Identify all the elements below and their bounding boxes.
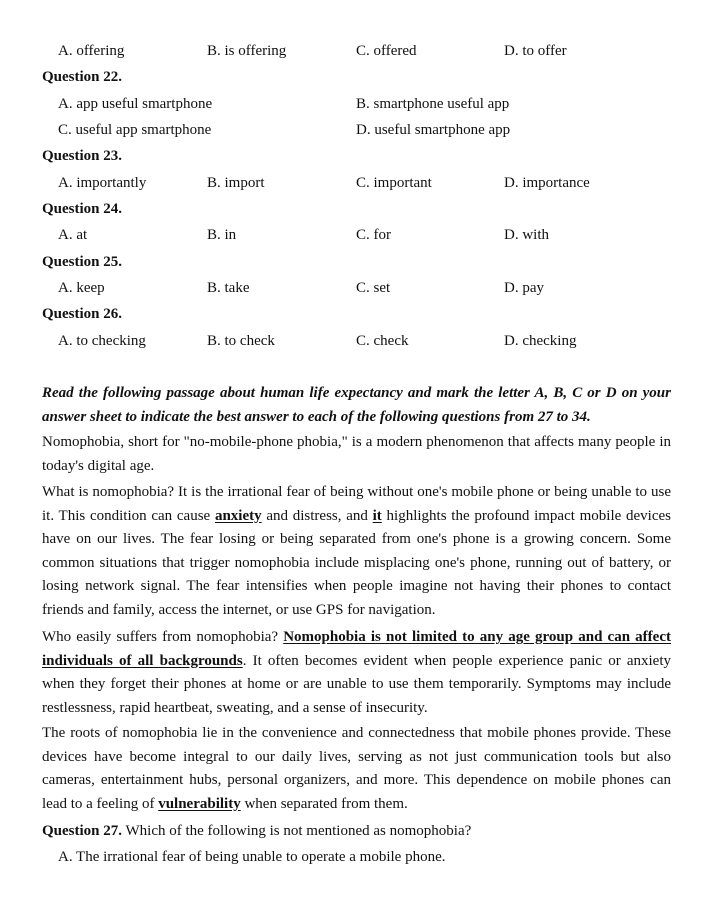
p3-text-2: . It often becomes evident when people experience panic or anxiety when they forget their phones at home or are unable to use them temporarily. Symptoms may include restlessness, rapid heartbeat, sweating, and a sense of insecurity.: [42, 652, 671, 716]
q21-options: [0, 40, 714, 62]
p2-text-1: What is nomophobia? It is the irrational fear of being without one's mobile phone or being unable to use it. This condition can cause: [42, 484, 671, 524]
q26-option-b[interactable]: B. to check: [207, 333, 275, 349]
q22-heading-row: [0, 66, 714, 88]
q26-option-c[interactable]: C. check: [356, 333, 409, 349]
q26-heading-row: [0, 303, 714, 325]
q25-option-a[interactable]: A. keep: [58, 280, 105, 296]
p2-text-2: and distress, and: [261, 507, 373, 524]
passage-paragraph-3: [42, 626, 671, 720]
q21-option-d[interactable]: D. to offer: [504, 43, 567, 59]
q21-option-b[interactable]: B. is offering: [207, 43, 287, 59]
q25-option-d[interactable]: D. pay: [504, 280, 544, 296]
q25-heading-row: [0, 251, 714, 273]
passage-paragraph-2: [42, 481, 671, 623]
q26-option-a[interactable]: A. to checking: [58, 333, 146, 349]
p4-text-1: The roots of nomophobia lie in the convenience and connectedness that mobile phones provide. These devices have become integral to our daily lives, serving as not just communication tools but also cameras, entertainment hubs, personal organizers, and more. This dependence on mobile phones can lead to a feeling of: [42, 725, 671, 812]
q22-option-a[interactable]: A. app useful smartphone: [58, 96, 213, 112]
q22-options-row2: [0, 119, 714, 141]
q25-options: [0, 277, 714, 299]
underlined-word-anxiety: anxiety: [214, 507, 262, 524]
q23-option-c[interactable]: C. important: [356, 175, 432, 191]
q22-title: Question 22.: [42, 69, 123, 85]
q24-heading-row: [0, 198, 714, 220]
q27-option-a[interactable]: A. The irrational fear of being unable to operate a mobile phone.: [58, 849, 446, 865]
q27-question: [42, 820, 471, 842]
q22-option-c[interactable]: C. useful app smartphone: [58, 122, 212, 138]
reading-instruction: Read the following passage about human life expectancy and mark the letter A, B, C or D on your answer sheet to indicate the best answer to each of the following questions from 27 to 34.: [42, 385, 671, 425]
q22-option-d[interactable]: D. useful smartphone app: [356, 122, 511, 138]
q27-options: [0, 846, 714, 868]
q27-title: Question 27.: [42, 823, 123, 839]
q26-title: Question 26.: [42, 306, 123, 322]
q24-option-d[interactable]: D. with: [504, 227, 549, 243]
q26-option-d[interactable]: D. checking: [504, 333, 577, 349]
q23-option-a[interactable]: A. importantly: [58, 175, 147, 191]
q23-option-b[interactable]: B. import: [207, 175, 265, 191]
p3-text-1: Who easily suffers from nomophobia?: [42, 629, 284, 645]
q23-options: [0, 172, 714, 194]
underlined-sentence-nomophobia: Nomophobia is not limited to any age group and can affect individuals of all backgrounds: [42, 629, 671, 669]
passage-paragraph-1: Nomophobia, short for "no-mobile-phone phobia," is a modern phenomenon that affects many people in today's digital age.: [42, 434, 671, 474]
underlined-word-vulnerability: vulnerability: [158, 795, 241, 812]
q24-option-a[interactable]: A. at: [58, 227, 88, 243]
q26-options: [0, 330, 714, 352]
q23-title: Question 23.: [42, 148, 123, 164]
passage-paragraph-4: [42, 722, 671, 816]
q23-option-d[interactable]: D. importance: [504, 175, 590, 191]
q25-option-b[interactable]: B. take: [207, 280, 250, 296]
p4-text-2: when separated from them.: [240, 795, 408, 812]
underlined-word-it: it: [372, 507, 382, 524]
q23-heading-row: [0, 145, 714, 167]
q21-option-a[interactable]: A. offering: [58, 43, 125, 59]
q27-heading-row: [0, 820, 714, 842]
q27-text: Which of the following is not mentioned as nomophobia?: [122, 823, 472, 839]
q21-option-c[interactable]: C. offered: [356, 43, 417, 59]
p2-text-3: highlights the profound impact mobile devices have on our lives. The fear losing or being separated from one's phone is a growing concern. Some common situations that trigger nomophobia include misplacing one's phone, running out of battery, or losing network signal. The fear intensifies when people imagine not having their phones to contact friends and family, access the internet, or use GPS for navigation.: [42, 507, 671, 618]
q24-options: [0, 224, 714, 246]
q24-option-c[interactable]: C. for: [356, 227, 391, 243]
q25-option-c[interactable]: C. set: [356, 280, 391, 296]
q24-title: Question 24.: [42, 201, 123, 217]
q24-option-b[interactable]: B. in: [207, 227, 237, 243]
q22-option-b[interactable]: B. smartphone useful app: [356, 96, 510, 112]
q25-title: Question 25.: [42, 254, 123, 270]
q22-options-row1: [0, 93, 714, 115]
